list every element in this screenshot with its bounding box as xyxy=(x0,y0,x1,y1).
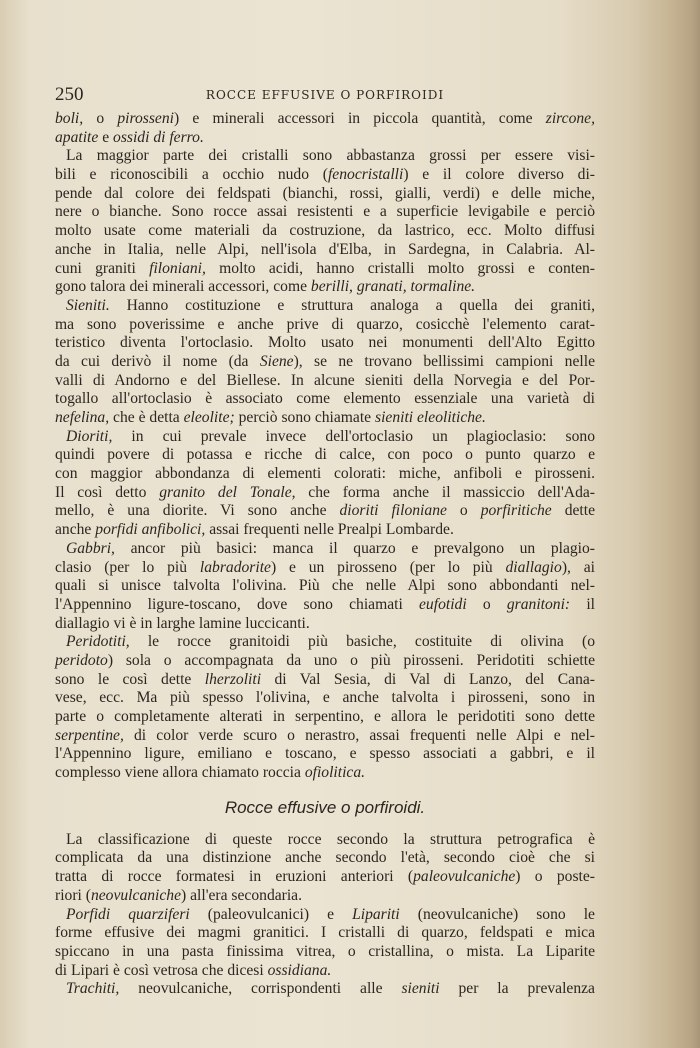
text-line xyxy=(55,924,595,943)
text-line xyxy=(55,110,595,129)
italic-term: sieniti eleolitiche. xyxy=(375,409,486,426)
italic-term: porfiritiche xyxy=(480,502,552,520)
text-run: togallo all'ortoclasio è associato come elemento essenziale una varietà di xyxy=(55,390,595,408)
text-line xyxy=(55,222,595,241)
text-run: in cui prevale invece dell'ortoclasio un plagioclasio: sono xyxy=(112,427,595,445)
text-run: neovulcaniche, corrispondenti alle xyxy=(119,980,402,998)
italic-term: eufotidi xyxy=(419,595,467,613)
text-block-granitoid-rocks xyxy=(55,110,595,783)
text-line xyxy=(55,559,595,578)
text-run: di Lipari è così vetrosa che dicesi xyxy=(55,961,268,979)
text-line xyxy=(55,297,595,316)
text-line xyxy=(55,671,595,690)
text-line xyxy=(55,521,595,540)
text-run: o xyxy=(83,110,118,127)
text-run: l'Appennino ligure-toscano, dove sono chiamati xyxy=(55,595,420,613)
text-line xyxy=(55,596,595,615)
text-run: di Val Sesia, di Val di Lanzo, del Cana- xyxy=(261,670,595,688)
italic-term: Sieniti. xyxy=(66,296,110,314)
text-line xyxy=(55,502,595,521)
text-run: complesso viene allora chiamato roccia xyxy=(55,764,305,782)
text-line xyxy=(55,980,595,999)
text-line xyxy=(55,849,595,868)
text-run: (neovulcaniche) sono le xyxy=(399,905,595,923)
text-run: diallagio vi è in larghe lamine luccicanti. xyxy=(55,614,310,632)
text-run: cuni graniti xyxy=(55,259,150,277)
italic-term: porfidi anfibolici, xyxy=(95,521,206,539)
text-run: o xyxy=(466,595,507,613)
text-line xyxy=(55,353,595,372)
italic-term: neovulcaniche xyxy=(90,886,182,904)
text-line xyxy=(55,166,595,185)
italic-term: paleovulcaniche xyxy=(413,868,516,886)
italic-term: zircone, xyxy=(545,110,595,127)
italic-term: Trachiti, xyxy=(66,980,120,998)
text-line xyxy=(55,260,595,279)
text-line xyxy=(55,129,595,148)
italic-term: granitoni: xyxy=(506,595,571,613)
italic-term: labradorite xyxy=(199,558,271,576)
text-run: molto usate come materiali da costruzione, da lastrico, ecc. Molto diffusi xyxy=(55,222,595,240)
text-run: per la prevalenza xyxy=(439,980,595,998)
text-line xyxy=(55,831,595,850)
text-line xyxy=(55,906,595,925)
text-run: (paleovulcanici) e xyxy=(189,905,353,923)
text-run: sono le così dette xyxy=(55,670,205,688)
book-page xyxy=(55,84,595,999)
text-line xyxy=(55,372,595,391)
text-line xyxy=(55,652,595,671)
text-run: tratta di rocce formatesi in eruzioni anteriori ( xyxy=(55,868,414,886)
italic-term: apatite xyxy=(55,128,99,146)
italic-term: boli, xyxy=(55,110,84,127)
text-line xyxy=(55,390,595,409)
text-run: anche xyxy=(55,521,96,539)
running-head: ROCCE EFFUSIVE O PORFIROIDI xyxy=(205,88,445,102)
text-line xyxy=(55,708,595,727)
text-line xyxy=(55,316,595,335)
text-run: pende dal colore dei feldspati (bianchi, rossi, gialli, verdi) e delle miche, xyxy=(55,184,595,202)
italic-term: Siene xyxy=(259,352,294,370)
text-line xyxy=(55,745,595,764)
text-line xyxy=(55,428,595,447)
text-run: ) o poste- xyxy=(515,868,595,886)
text-run: ma sono poverissime e anche prive di quarzo, cosicchè l'elemento carat- xyxy=(55,315,595,333)
italic-term: filoniani, xyxy=(149,259,206,277)
text-run: nere o bianche. Sono rocce assai resistenti e a superficie levigabile e perciò xyxy=(55,203,595,221)
text-run: assai frequenti nelle Prealpi Lombarde. xyxy=(205,521,454,539)
text-line xyxy=(55,615,595,634)
text-run: e xyxy=(98,128,114,146)
text-run: gono talora dei minerali accessori, come xyxy=(55,278,311,296)
text-line xyxy=(55,689,595,708)
text-run: riori ( xyxy=(55,886,91,904)
text-run: ) all'era secondaria. xyxy=(181,886,303,904)
italic-term: lherzoliti xyxy=(204,670,262,688)
text-run: il xyxy=(570,595,595,613)
text-run: clasio (per lo più xyxy=(55,558,200,576)
page-header xyxy=(55,84,595,110)
text-line xyxy=(55,887,595,906)
text-line xyxy=(55,185,595,204)
text-line xyxy=(55,540,595,559)
italic-term: Gabbri, xyxy=(66,539,115,557)
text-run: Hanno costituzione e struttura analoga a quella dei graniti, xyxy=(109,296,595,314)
text-line xyxy=(55,727,595,746)
text-line xyxy=(55,409,595,428)
section-title: Rocce effusive o porfiroidi. xyxy=(224,797,426,817)
italic-term: ossidi di ferro. xyxy=(113,128,204,146)
text-run: di color verde scuro o nerastro, assai frequenti nelle Alpi e nel- xyxy=(123,726,595,744)
text-line xyxy=(55,577,595,596)
text-run: dette xyxy=(551,502,596,520)
text-run: valli di Andorno e del Biellese. In alcune sieniti della Norvegia e del Por- xyxy=(55,371,595,389)
italic-term: diallagio xyxy=(505,558,562,576)
text-run: ) sola o accompagnata da uno o più pirosseni. Peridotiti schiette xyxy=(107,651,595,669)
text-run: le rocce granitoidi più basiche, costituite di olivina (o xyxy=(129,633,595,651)
text-run: perciò sono chiamate xyxy=(234,409,375,426)
italic-term: granito del Tonale, xyxy=(159,483,296,501)
text-run: vese, ecc. Ma più spesso l'olivina, e anche talvolta i pirosseni, sono in xyxy=(55,689,595,707)
text-line xyxy=(55,633,595,652)
text-run: ) e il colore diverso di- xyxy=(403,166,595,184)
italic-term: ossidiana. xyxy=(267,961,332,979)
text-run: teristico diventa l'ortoclasio. Molto usato nei monumenti dell'Alto Egitto xyxy=(55,334,595,352)
page-number: 250 xyxy=(55,84,84,105)
text-run: ancor più basici: manca il quarzo e prevalgono un plagio- xyxy=(114,539,595,557)
italic-term: peridoto xyxy=(55,651,108,669)
text-line xyxy=(55,334,595,353)
italic-term: dioriti filoniane xyxy=(339,502,447,520)
text-run: Il così detto xyxy=(55,483,160,501)
text-block-effusive-rocks xyxy=(55,831,595,999)
text-run: l'Appennino ligure, emiliano e toscano, e spesso associati a gabbri, e il xyxy=(55,745,595,763)
text-run: mello, è una diorite. Vi sono anche xyxy=(55,502,340,520)
text-run: complicata da una distinzione anche secondo l'età, secondo cioè che si xyxy=(55,849,595,867)
text-run: molto acidi, hanno cristalli molto grossi e conten- xyxy=(205,259,595,277)
text-line xyxy=(55,465,595,484)
text-line xyxy=(55,278,595,297)
text-run: La maggior parte dei cristalli sono abbastanza grossi per essere visi- xyxy=(66,147,595,165)
text-run: forme effusive dei magmi granitici. I cristalli di quarzo, feldspati e mica xyxy=(55,924,595,942)
text-line xyxy=(55,241,595,260)
italic-term: nefelina, xyxy=(55,409,110,426)
text-line xyxy=(55,484,595,503)
text-line xyxy=(55,962,595,981)
text-line xyxy=(55,943,595,962)
italic-term: pirosseni xyxy=(117,110,174,127)
text-run: che forma anche il massiccio dell'Ada- xyxy=(295,483,595,501)
italic-term: fenocristalli xyxy=(327,166,404,184)
italic-term: ofiolitica. xyxy=(304,764,366,782)
text-line xyxy=(55,868,595,887)
text-run: ), se ne trovano bellissimi campioni nelle xyxy=(293,352,595,370)
italic-term: Lipariti xyxy=(352,905,400,923)
text-run: bili e riconoscibili a occhio nudo ( xyxy=(55,166,328,184)
italic-term: Porfidi quarziferi xyxy=(66,905,190,923)
text-run: spiccano in una pasta finissima vitrea, o cristallina, o mista. La Liparite xyxy=(55,942,595,960)
text-run: quindi povere di potassa e ricche di calce, con poco o punto quarzo e xyxy=(55,446,595,464)
text-run: ), ai xyxy=(561,558,595,576)
text-run: ) e minerali accessori in piccola quantità, come xyxy=(173,110,546,127)
text-line xyxy=(55,147,595,166)
text-run: da cui derivò il nome (da xyxy=(55,352,260,370)
italic-term: berilli, granati, tormaline. xyxy=(310,278,476,296)
text-run: con maggior abbondanza di elementi colorati: miche, anfiboli e pirosseni. xyxy=(55,465,595,483)
italic-term: Peridotiti, xyxy=(66,633,130,651)
text-run: anche in Italia, nelle Alpi, nell'isola d'Elba, in Sardegna, in Calabria. Al- xyxy=(55,240,595,258)
text-line xyxy=(55,446,595,465)
text-line xyxy=(55,203,595,222)
italic-term: serpentine, xyxy=(55,726,124,744)
text-run: La classificazione di queste rocce secondo la struttura petrografica è xyxy=(66,830,595,848)
text-run: quali si unisce talvolta l'olivina. Più che nelle Alpi sono abbondanti nel- xyxy=(55,577,595,595)
text-run: o xyxy=(446,502,481,520)
text-run: parte o completamente alterati in serpentino, e allora le peridotiti sono dette xyxy=(55,708,595,725)
text-run: ) e un pirosseno (per lo più xyxy=(270,558,506,576)
italic-term: Dioriti, xyxy=(66,427,113,445)
italic-term: eleolite; xyxy=(183,409,235,426)
text-run: che è detta xyxy=(109,409,184,426)
text-line xyxy=(55,764,595,783)
italic-term: sieniti xyxy=(401,980,440,998)
